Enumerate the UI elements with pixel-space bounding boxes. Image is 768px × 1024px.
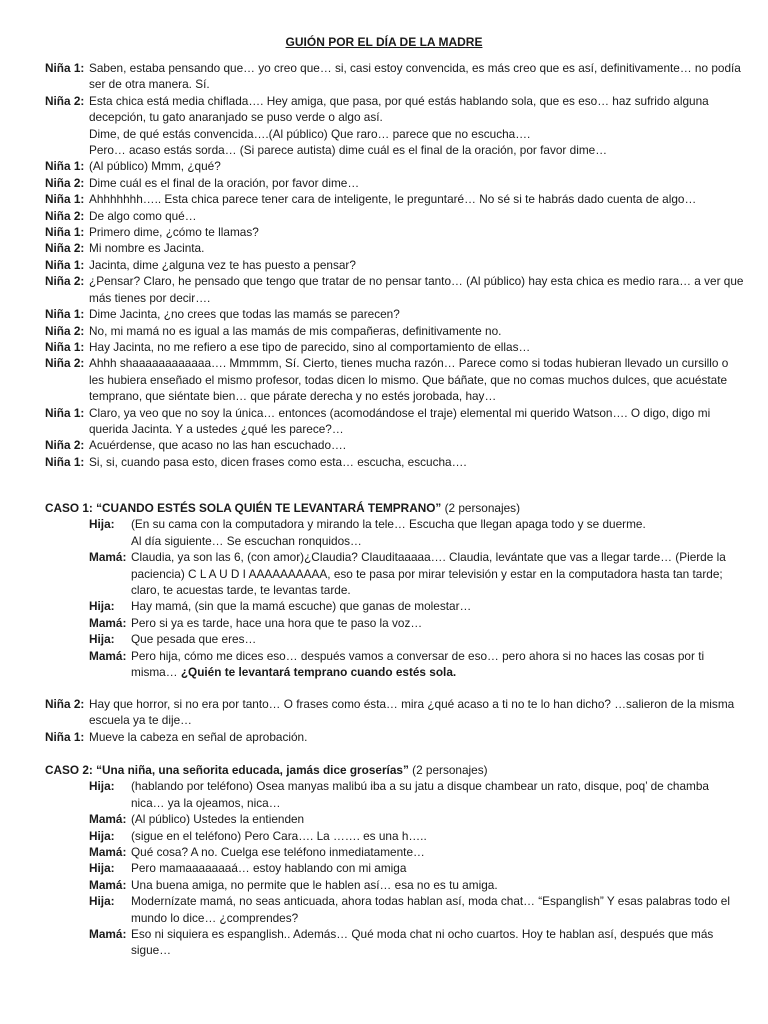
- case-2-title: CASO 2: “Una niña, una señorita educada, jamás dice groserías”: [45, 763, 409, 777]
- dialogue-line: [89, 828, 745, 844]
- dialogue-text: No, mi mamá no es igual a las mamás de mis compañeras, definitivamente no.: [89, 323, 502, 338]
- speaker-label: Niña 2:: [45, 175, 85, 190]
- speaker-label: Niña 1:: [45, 339, 85, 354]
- speaker-label: Mamá:: [89, 845, 127, 860]
- dialogue-text: Modernízate mamá, no seas anticuada, ahora todas hablan así, moda chat… “Espanglish” Y esas palabras todo el mundo lo dice… ¿comprendes?: [131, 894, 730, 925]
- speaker-label: Niña 1:: [45, 405, 85, 420]
- speaker-label: [45, 142, 89, 158]
- speaker-label: Mamá:: [89, 812, 127, 827]
- dialogue-line: [45, 454, 745, 470]
- case-1-note: (2 personajes): [444, 501, 521, 515]
- speaker-label: Niña 2:: [45, 93, 85, 108]
- speaker-label: Niña 1:: [45, 192, 85, 207]
- dialogue-text: Claudia, ya son las 6, (con amor)¿Claudia? Clauditaaaaa…. Claudia, levántate que vas a llegar tarde… (Pierde la paciencia) C L A U D I AAAAAAAAAA, eso te pasa por mirar televisión y estar en la computadora hasta tan tarde; claro, te acuestas tarde, te levantas tarde.: [131, 550, 726, 598]
- dialogue-text: Al día siguiente… Se escuchan ronquidos…: [131, 533, 362, 548]
- dialogue-line: [45, 339, 745, 355]
- dialogue-text: Si, si, cuando pasa esto, dicen frases como esta… escucha, escucha….: [89, 454, 467, 469]
- intro-dialogue: [45, 60, 745, 470]
- dialogue-line: [45, 93, 745, 126]
- speaker-label: Hija:: [89, 779, 115, 794]
- dialogue-text: Esta chica está media chiflada…. Hey amiga, que pasa, por qué estás hablando sola, que es eso… haz sufrido alguna decepción, tu gato anaranjado se puso verde o algo así.: [89, 93, 709, 125]
- case-1-section: [45, 500, 745, 680]
- case-1-heading: [45, 500, 745, 516]
- dialogue-text: Ahhhhhhh….. Esta chica parece tener cara de inteligente, le preguntaré… No sé si te habrás dado cuenta de algo…: [89, 192, 697, 207]
- dialogue-text: Hay mamá, (sin que la mamá escuche) que ganas de molestar…: [131, 599, 472, 614]
- speaker-label: Niña 1:: [45, 307, 85, 322]
- case-2-note: (2 personajes): [412, 763, 488, 777]
- dialogue-text: Claro, ya veo que no soy la única… entonces (acomodándose el traje) elemental mi querido Watson…. O digo, digo mi querida Jacinta. Y a ustedes ¿qué les parece?…: [89, 405, 711, 436]
- speaker-label: Niña 1:: [45, 257, 85, 272]
- dialogue-text: Qué cosa? A no. Cuelga ese teléfono inmediatamente…: [131, 845, 425, 860]
- dialogue-text: [131, 648, 745, 681]
- dialogue-line: [45, 273, 745, 306]
- dialogue-line: [45, 355, 745, 404]
- document-title: GUIÓN POR EL DÍA DE LA MADRE: [285, 35, 483, 49]
- speaker-label: Mamá:: [89, 615, 127, 630]
- dialogue-line: [45, 240, 745, 256]
- dialogue-text: Pero… acaso estás sorda… (Si parece autista) dime cuál es el final de la oración, por favor dime…: [89, 143, 607, 158]
- dialogue-text: Hay que horror, si no era por tanto… O frases como ésta… mira ¿qué acaso a ti no te lo han dicho? …salieron de la misma escuela ya te dije…: [89, 697, 735, 728]
- dialogue-text: Una buena amiga, no permite que le hablen así… esa no es tu amiga.: [131, 877, 498, 892]
- speaker-label: Niña 1:: [45, 225, 85, 240]
- case-2-heading: [45, 762, 745, 778]
- dialogue-line: [45, 224, 745, 240]
- dialogue-text: Hay Jacinta, no me refiero a ese tipo de parecido, sino al comportamiento de ellas…: [89, 339, 531, 354]
- dialogue-line: [89, 877, 745, 893]
- dialogue-text: Jacinta, dime ¿alguna vez te has puesto a pensar?: [89, 257, 356, 272]
- dialogue-text: Primero dime, ¿cómo te llamas?: [89, 225, 259, 240]
- interlude-dialogue: [45, 696, 745, 745]
- dialogue-text: Mueve la cabeza en señal de aprobación.: [89, 729, 308, 744]
- speaker-label: Niña 2:: [45, 438, 85, 453]
- speaker-label: [45, 126, 89, 142]
- dialogue-line: [45, 126, 745, 142]
- dialogue-text: (Al público) Ustedes la entienden: [131, 812, 305, 827]
- dialogue-text: Pero mamaaaaaaaá… estoy hablando con mi amiga: [131, 861, 407, 876]
- dialogue-line: [45, 175, 745, 191]
- dialogue-text: ¿Pensar? Claro, he pensado que tengo que tratar de no pensar tanto… (Al público) hay esta chica es medio rara… a ver que más tienes por decir….: [89, 274, 744, 305]
- dialogue-line: [45, 437, 745, 453]
- dialogue-line: [89, 615, 745, 631]
- speaker-label: Niña 1:: [45, 729, 85, 744]
- dialogue-line: [89, 631, 745, 647]
- dialogue-line: [45, 208, 745, 224]
- dialogue-text: (hablando por teléfono) Osea manyas malibú iba a su jatu a disque chambear un rato, disque, poq’ de chamba nica… ya la ojeamos, nica…: [131, 779, 709, 810]
- dialogue-text: Mi nombre es Jacinta.: [89, 241, 205, 256]
- dialogue-text: (Al público) Mmm, ¿qué?: [89, 159, 221, 174]
- dialogue-line: [89, 844, 745, 860]
- speaker-label: Niña 2:: [45, 274, 85, 289]
- dialogue-line: [89, 860, 745, 876]
- dialogue-line: [89, 778, 745, 811]
- dialogue-text: De algo como qué…: [89, 208, 197, 223]
- speaker-label: Mamá:: [89, 550, 127, 565]
- speaker-label: Niña 2:: [45, 697, 85, 711]
- dialogue-text: (En su cama con la computadora y mirando la tele… Escucha que llegan apaga todo y se duerme.: [131, 517, 646, 532]
- dialogue-line: [45, 257, 745, 273]
- dialogue-line: [45, 405, 745, 438]
- dialogue-line: [89, 926, 745, 959]
- dialogue-line: [45, 306, 745, 322]
- dialogue-line: [45, 729, 745, 745]
- dialogue-text-emphasis: ¿Quién te levantará temprano cuando estés sola.: [180, 665, 457, 680]
- dialogue-line: [89, 811, 745, 827]
- speaker-label: Niña 1:: [45, 454, 85, 469]
- speaker-label: Hija:: [89, 894, 115, 909]
- dialogue-line: [89, 648, 745, 681]
- speaker-label: Niña 2:: [45, 356, 85, 371]
- dialogue-text-main: Pero hija, cómo me dices eso… después vamos a conversar de eso… pero ahora si no haces las cosas por ti misma…: [131, 648, 705, 680]
- dialogue-line: [45, 191, 745, 207]
- speaker-label: Niña 1:: [45, 61, 85, 75]
- speaker-label: Hija:: [89, 517, 115, 532]
- dialogue-text: Dime, de qué estás convencida….(Al público) Que raro… parece que no escucha….: [89, 126, 531, 141]
- dialogue-line: [89, 598, 745, 614]
- speaker-label: Niña 2:: [45, 323, 85, 338]
- dialogue-text: (sigue en el teléfono) Pero Cara…. La ……. es una h…..: [131, 828, 427, 843]
- dialogue-text: Ahhh shaaaaaaaaaaaa…. Mmmmm, Sí. Cierto, tienes mucha razón… Parece como si todas hubieran llevado un cursillo o les hubiera enseñado el mismo profesor, todas dicen lo mismo. Que báñate, que no comas muchos dulces, que acuéstate temprano, que siéntate bien… que párate derecha y no estés jorobada, hay…: [89, 356, 729, 404]
- dialogue-text: Saben, estaba pensando que… yo creo que… si, casi estoy convencida, es más creo que es así, definitivamente… no podía ser de otra manera. Sí.: [89, 61, 741, 92]
- dialogue-text: Dime Jacinta, ¿no crees que todas las mamás se parecen?: [89, 307, 400, 322]
- dialogue-text: Que pesada que eres…: [131, 632, 257, 647]
- dialogue-text: Acuérdense, que acaso no las han escuchado….: [89, 438, 347, 453]
- dialogue-line: [45, 158, 745, 174]
- speaker-label: Hija:: [89, 828, 115, 843]
- speaker-label: Hija:: [89, 632, 115, 647]
- dialogue-line: [89, 549, 745, 598]
- dialogue-line: [45, 142, 745, 158]
- dialogue-line: [45, 60, 745, 93]
- speaker-label: Mamá:: [89, 648, 127, 663]
- speaker-label: Hija:: [89, 861, 115, 876]
- speaker-label: [89, 533, 131, 549]
- speaker-label: Niña 1:: [45, 159, 85, 174]
- dialogue-line: [45, 696, 745, 729]
- dialogue-line: [45, 323, 745, 339]
- dialogue-text: Eso ni siquiera es espanglish.. Además… Qué moda chat ni ocho cuartos. Hoy te hablan así, después que más sigue…: [131, 927, 714, 958]
- speaker-label: Hija:: [89, 599, 115, 614]
- dialogue-line: [89, 893, 745, 926]
- case-2-section: [45, 762, 745, 959]
- case-1-title: CASO 1: “CUANDO ESTÉS SOLA QUIÉN TE LEVANTARÁ TEMPRANO”: [45, 501, 442, 515]
- dialogue-text: Pero si ya es tarde, hace una hora que te paso la voz…: [131, 615, 423, 630]
- speaker-label: Niña 2:: [45, 208, 85, 223]
- dialogue-text: Dime cuál es el final de la oración, por favor dime…: [89, 175, 360, 190]
- speaker-label: Niña 2:: [45, 241, 85, 256]
- speaker-label: Mamá:: [89, 877, 127, 892]
- dialogue-line: [89, 533, 745, 549]
- dialogue-line: [89, 516, 745, 532]
- speaker-label: Mamá:: [89, 927, 127, 942]
